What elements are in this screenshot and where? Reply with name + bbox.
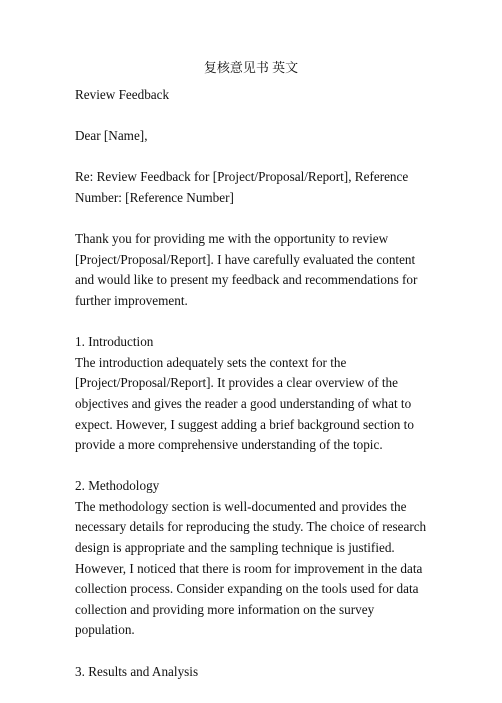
review-heading: Review Feedback [75,87,170,102]
document-title: 复核意见书 英文 [203,60,299,75]
section-heading: 2. Methodology [75,478,160,494]
salutation: Dear [Name], [75,128,148,144]
subject-line: Re: Review Feedback for [Project/Proposal/Report], Reference Number: [Reference Number] [75,169,409,205]
section-methodology [75,476,435,641]
section-introduction [75,332,435,456]
document-content [75,85,435,703]
section-body: The introduction adequately sets the context for the [Project/Proposal/Report]. It provides a clear overview of the objectives and gives the reader a good understanding of what to expect. However, I suggest adding a brief background section to provide a more comprehensive understanding of the topic. [75,354,414,453]
section-results-analysis [75,662,435,683]
section-heading: 3. Results and Analysis [75,663,199,679]
section-heading: 1. Introduction [75,334,154,350]
intro-paragraph: Thank you for providing me with the opportunity to review [Project/Proposal/Report]. I have carefully evaluated the content and would like to present my feedback and recommendations for further improvement. [75,231,418,308]
section-body: The methodology section is well-documented and provides the necessary details for reproducing the study. The choice of research design is appropriate and the sampling technique is justified. However, I noticed that there is room for improvement in the data collection process. Consider expanding on the tools used for data collection and providing more information on the survey population. [75,498,427,638]
